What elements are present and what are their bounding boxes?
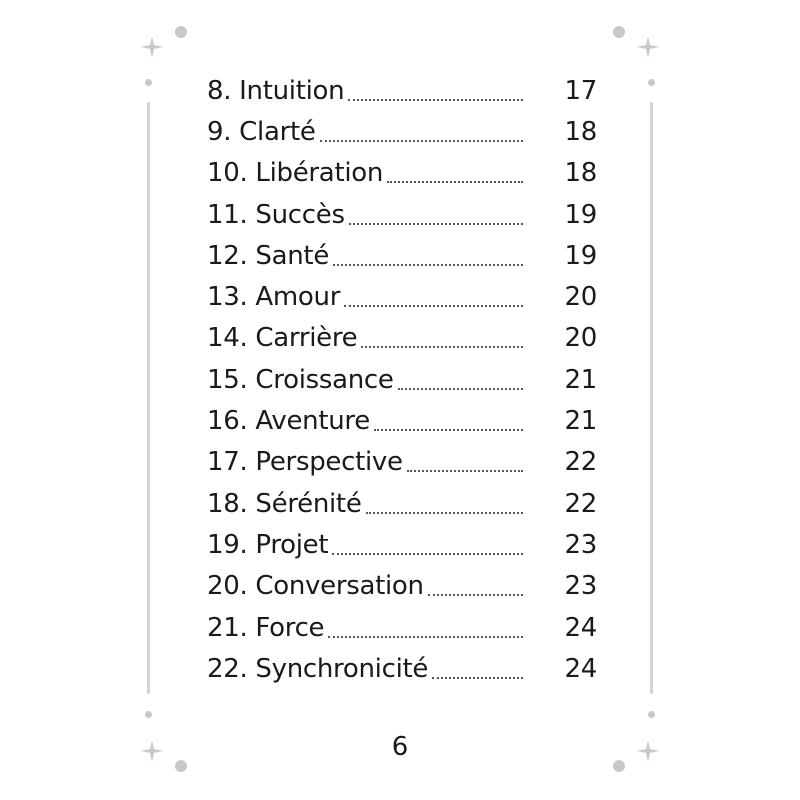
toc-entry[interactable] (207, 400, 597, 441)
toc-entry-page: 21 (564, 406, 597, 437)
toc-entry[interactable] (207, 566, 597, 607)
toc-entry[interactable] (207, 276, 597, 317)
dot-leader (361, 325, 523, 351)
dot-leader (320, 119, 523, 145)
right-border-rule (650, 102, 653, 694)
dot-leader (332, 532, 523, 558)
toc-entry-page: 23 (564, 529, 597, 560)
page-number: 6 (391, 732, 409, 762)
toc-entry-page: 19 (564, 240, 597, 271)
toc-entry[interactable] (207, 153, 597, 194)
dot-leader (398, 367, 523, 393)
dot-leader (328, 615, 523, 641)
ornament-dot (145, 711, 152, 718)
toc-entry-page: 22 (564, 447, 597, 478)
toc-entry[interactable] (207, 648, 597, 689)
toc-entry-page: 21 (564, 364, 597, 395)
dot-leader (407, 449, 523, 475)
dot-leader (349, 202, 523, 228)
toc-entry-title: 10. Libération (207, 158, 384, 189)
toc-entry-title: 9. Clarté (207, 116, 316, 147)
toc-entry-title: 20. Conversation (207, 571, 424, 602)
dot-leader (344, 284, 523, 310)
toc-entry-page: 18 (564, 116, 597, 147)
toc-entry-title: 15. Croissance (207, 364, 394, 395)
dot-leader (432, 656, 523, 682)
toc-entry[interactable] (207, 524, 597, 565)
dot-leader (374, 408, 523, 434)
toc-entry-page: 20 (564, 323, 597, 354)
toc-entry-title: 18. Sérénité (207, 488, 362, 519)
toc-entry-page: 23 (564, 571, 597, 602)
toc-entry[interactable] (207, 359, 597, 400)
toc-entry-page: 24 (564, 653, 597, 684)
dot-leader (333, 243, 523, 269)
toc-entry-page: 20 (564, 282, 597, 313)
toc-entry[interactable] (207, 318, 597, 359)
toc-entry[interactable] (207, 194, 597, 235)
toc-entry-title: 16. Aventure (207, 406, 370, 437)
toc-entry-page: 18 (564, 158, 597, 189)
toc-entry-title: 8. Intuition (207, 75, 345, 106)
ornament-dot (613, 26, 625, 38)
toc-entry[interactable] (207, 607, 597, 648)
toc-entry[interactable] (207, 442, 597, 483)
dot-leader (428, 573, 523, 599)
ornament-dot (648, 711, 655, 718)
dot-leader (387, 160, 523, 186)
toc-entry-title: 22. Synchronicité (207, 653, 429, 684)
toc-entry-page: 19 (564, 199, 597, 230)
toc-entry-page: 24 (564, 612, 597, 643)
toc-entry-title: 21. Force (207, 612, 325, 643)
toc-entry[interactable] (207, 235, 597, 276)
toc-entry-title: 19. Projet (207, 529, 329, 560)
toc-entry-page: 17 (564, 75, 597, 106)
table-of-contents (207, 70, 597, 689)
toc-entry-title: 13. Amour (207, 282, 341, 313)
sparkle-icon (637, 36, 659, 58)
sparkle-icon (141, 36, 163, 58)
toc-entry-title: 11. Succès (207, 199, 345, 230)
toc-entry-title: 17. Perspective (207, 447, 403, 478)
toc-entry[interactable] (207, 111, 597, 152)
dot-leader (348, 78, 523, 104)
toc-entry-page: 22 (564, 488, 597, 519)
ornament-dot (145, 79, 152, 86)
toc-entry-title: 14. Carrière (207, 323, 358, 354)
toc-entry[interactable] (207, 483, 597, 524)
left-border-rule (147, 102, 150, 694)
ornament-dot (648, 79, 655, 86)
dot-leader (366, 491, 523, 517)
toc-entry[interactable] (207, 70, 597, 111)
toc-entry-title: 12. Santé (207, 240, 330, 271)
ornament-dot (175, 26, 187, 38)
